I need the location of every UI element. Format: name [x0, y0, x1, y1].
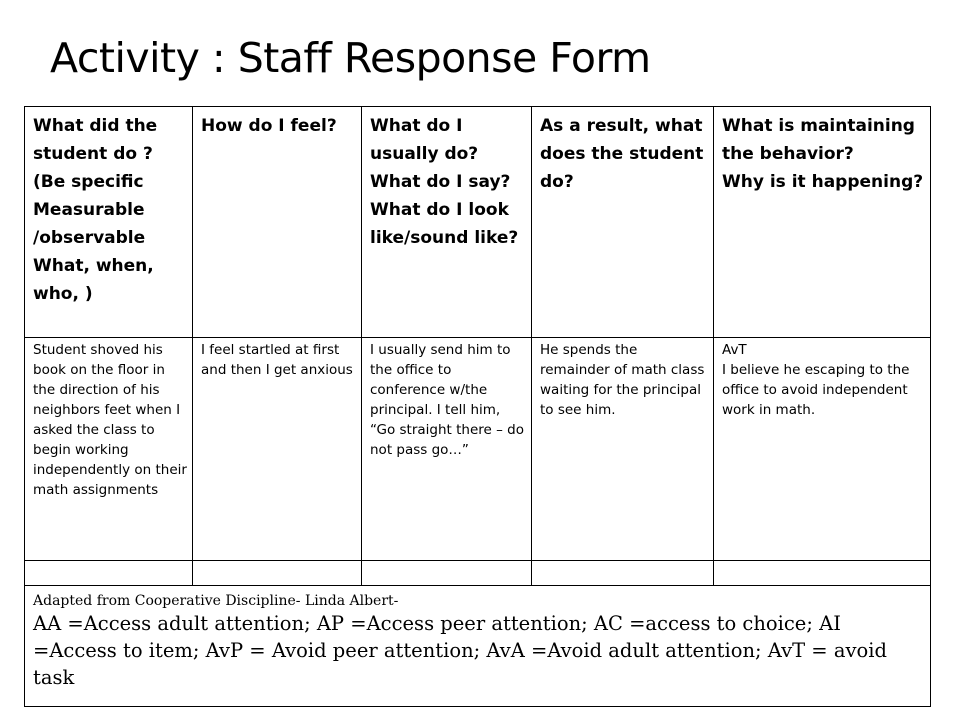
empty-cell: [532, 561, 714, 586]
header-cell-result: [532, 107, 714, 338]
empty-cell: [193, 561, 362, 586]
header-row: [25, 107, 931, 338]
header-cell-usual-response: [362, 107, 532, 338]
cell-result: [532, 338, 714, 561]
example-student-action: Student shoved his book on the floor in the direction of his neighbors feet when I asked the class to begin working independently on their math assignments: [33, 342, 187, 498]
header-cell-feeling: [193, 107, 362, 338]
header-usual-response: What do I usually do? What do I say? What do I look like/sound like?: [370, 116, 519, 248]
header-feeling: How do I feel?: [201, 116, 337, 136]
footer-legend: AA =Access adult attention; AP =Access peer attention; AC =access to choice; AI =Access to item; AvP = Avoid peer attention; AvA =Avoid adult attention; AvT = avoid task: [33, 612, 887, 689]
slide-title: Activity : Staff Response Form: [50, 34, 651, 82]
footer-row: [25, 586, 931, 707]
cell-maintaining: [714, 338, 931, 561]
empty-cell: [362, 561, 532, 586]
cell-usual-response: [362, 338, 532, 561]
header-cell-maintaining: [714, 107, 931, 338]
cell-student-action: [25, 338, 193, 561]
example-result: He spends the remainder of math class waiting for the principal to see him.: [540, 342, 705, 418]
example-usual-response: I usually send him to the office to conference w/the principal. I tell him, “Go straight there – do not pass go…”: [370, 342, 525, 458]
empty-row: [25, 561, 931, 586]
empty-cell: [714, 561, 931, 586]
staff-response-table: [24, 106, 931, 707]
header-result: As a result, what does the student do?: [540, 116, 704, 192]
example-row: [25, 338, 931, 561]
header-student-action: What did the student do ? (Be specific Measurable /observable What, when, who, ): [33, 116, 158, 304]
empty-cell: [25, 561, 193, 586]
example-feeling: I feel startled at first and then I get anxious: [201, 342, 353, 378]
cell-feeling: [193, 338, 362, 561]
footer-source: Adapted from Cooperative Discipline- Linda Albert-: [33, 593, 399, 609]
example-maintaining: AvT I believe he escaping to the office to avoid independent work in math.: [722, 342, 910, 418]
header-maintaining: What is maintaining the behavior? Why is it happening?: [722, 116, 924, 192]
footer-cell: [25, 586, 931, 707]
header-cell-student-action: [25, 107, 193, 338]
